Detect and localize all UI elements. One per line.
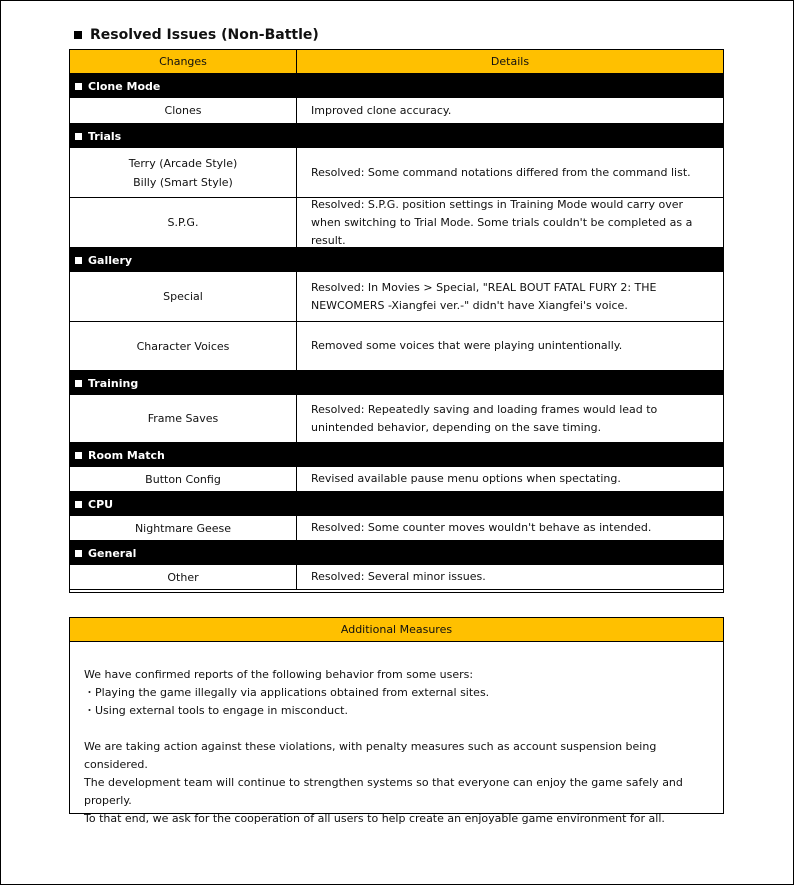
- change-text: Special: [163, 290, 203, 303]
- change-text: Nightmare Geese: [134, 521, 232, 535]
- category-label: Trials: [88, 129, 122, 143]
- change-cell: [70, 322, 297, 370]
- table-row: [70, 395, 723, 443]
- table-row: [70, 322, 723, 371]
- square-bullet-icon: [75, 550, 82, 557]
- change-cell: [70, 467, 297, 491]
- detail-cell: Resolved: S.P.G. position settings in Training Mode would carry over when switching to Trial Mode. Some trials couldn't be completed as a result.: [311, 197, 693, 247]
- paragraph-line: We are taking action against these violations, with penalty measures such as account suspension being considered.: [84, 740, 657, 771]
- category-label: General: [88, 546, 137, 560]
- change-text: Terry (Arcade Style): [128, 156, 238, 170]
- detail-cell: Revised available pause menu options when spectating.: [311, 472, 621, 485]
- table-row: [70, 516, 723, 541]
- category-label: CPU: [88, 497, 114, 511]
- category-label: Room Match: [88, 448, 165, 462]
- table-row: [70, 198, 723, 248]
- resolved-issues-table: [69, 49, 724, 593]
- change-cell: [70, 272, 297, 321]
- change-text: S.P.G.: [167, 216, 199, 229]
- bullet-item: ・Playing the game illegally via applications obtained from external sites.: [84, 686, 490, 699]
- change-cell: [70, 565, 297, 589]
- square-bullet-icon: [75, 257, 82, 264]
- detail-cell: Improved clone accuracy.: [311, 103, 452, 117]
- detail-cell: Removed some voices that were playing unintentionally.: [311, 339, 623, 352]
- change-text: Button Config: [145, 472, 221, 486]
- category-gallery: [70, 248, 723, 272]
- change-text: Clones: [164, 104, 202, 117]
- detail-cell: Resolved: In Movies > Special, "REAL BOUT FATAL FURY 2: THE NEWCOMERS -Xiangfei ver.-" didn't have Xiangfei's voice.: [311, 280, 657, 312]
- table-row: [70, 272, 723, 322]
- square-bullet-icon: [75, 380, 82, 387]
- category-trials: [70, 124, 723, 148]
- category-clone-mode: [70, 74, 723, 98]
- square-bullet-icon: [74, 31, 82, 39]
- category-cpu: [70, 492, 723, 516]
- change-text: Other: [167, 570, 199, 584]
- square-bullet-icon: [75, 452, 82, 459]
- change-cell: [70, 516, 297, 540]
- change-text: Frame Saves: [147, 412, 219, 425]
- change-cell: [70, 148, 297, 197]
- paragraph-line: To that end, we ask for the cooperation of all users to help create an enjoyable game environment for all.: [84, 812, 665, 825]
- detail-cell: Resolved: Some command notations differed from the command list.: [311, 165, 691, 179]
- paragraph-line: The development team will continue to strengthen systems so that everyone can enjoy the game safely and properly.: [84, 776, 683, 807]
- page-title: [74, 27, 319, 43]
- page-title-text: Resolved Issues (Non-Battle): [90, 27, 319, 43]
- paragraph: We have confirmed reports of the following behavior from some users:: [84, 668, 474, 681]
- change-text: Character Voices: [136, 339, 230, 353]
- detail-cell: Resolved: Some counter moves wouldn't behave as intended.: [311, 521, 652, 534]
- header-details: Details: [490, 55, 530, 68]
- table-row: [70, 467, 723, 492]
- additional-measures-header: Additional Measures: [70, 618, 723, 642]
- change-text: Billy (Smart Style): [133, 175, 233, 189]
- table-row: [70, 565, 723, 590]
- category-room-match: [70, 443, 723, 467]
- square-bullet-icon: [75, 133, 82, 140]
- square-bullet-icon: [75, 501, 82, 508]
- category-training: [70, 371, 723, 395]
- table-row: [70, 98, 723, 124]
- additional-measures-body: [70, 642, 723, 828]
- detail-cell: Resolved: Repeatedly saving and loading frames would lead to unintended behavior, depending on the save timing.: [311, 402, 658, 434]
- table-row: [70, 148, 723, 198]
- detail-cell: Resolved: Several minor issues.: [311, 570, 486, 583]
- category-label: Clone Mode: [88, 79, 161, 93]
- category-general: [70, 541, 723, 565]
- additional-measures-box: [69, 617, 724, 825]
- change-cell: [70, 98, 297, 123]
- square-bullet-icon: [75, 83, 82, 90]
- category-label: Gallery: [88, 253, 133, 267]
- table-header: [70, 50, 723, 74]
- bullet-item: ・Using external tools to engage in misconduct.: [84, 704, 348, 717]
- category-label: Training: [88, 376, 139, 390]
- header-changes: Changes: [70, 50, 297, 73]
- change-cell: [70, 198, 297, 247]
- change-cell: [70, 395, 297, 442]
